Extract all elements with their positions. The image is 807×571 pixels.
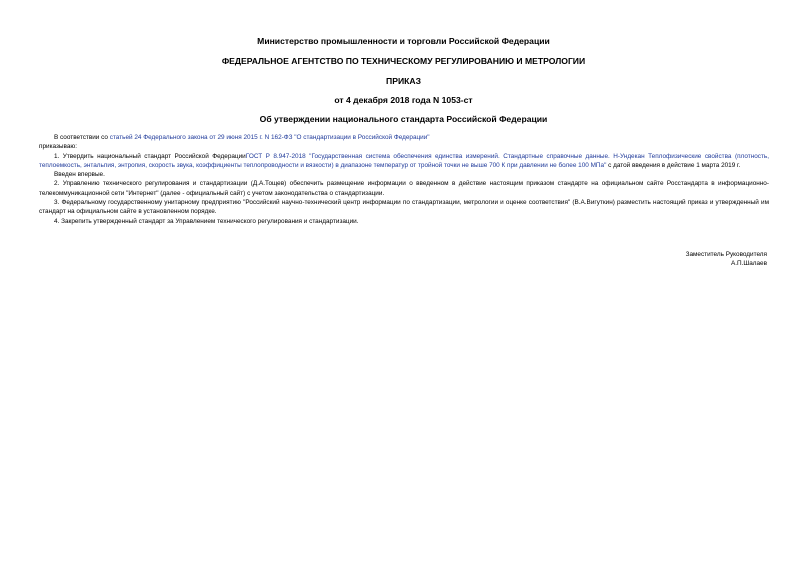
preamble-prefix: В соответствии со — [54, 134, 110, 141]
agency-heading: ФЕДЕРАЛЬНОЕ АГЕНТСТВО ПО ТЕХНИЧЕСКОМУ РЕГУЛИРОВАНИЮ И МЕТРОЛОГИИ — [221, 56, 586, 66]
law-link[interactable]: статьей 24 Федерального закона от 29 июня 2015 г. N 162-ФЗ "О стандартизации в Российской Федерации" — [109, 134, 430, 141]
item-4-paragraph: 4. Закрепить утвержденный стандарт за Управлением технического регулирования и стандартизации. — [54, 217, 359, 225]
item-2-paragraph: 2. Управлению технического регулирования и стандартизации (Д.А.Тощев) обеспечить размещение информации о введенном в действие настоящим приказом стандарте на официальном сайте Росстандарта в информационно-телекоммуникационной сети "Интернет" (далее - официальный сайт) с учетом законодательства о стандартизации. — [39, 180, 769, 197]
item-1-prefix: 1. Утвердить национальный стандарт Российской Федерации — [54, 152, 246, 160]
preamble-paragraph — [39, 133, 769, 142]
item-1-paragraph — [39, 152, 769, 171]
document-type: ПРИКАЗ — [386, 76, 421, 86]
document-body — [39, 133, 769, 226]
standard-link[interactable]: ГОСТ Р 8.947-2018 "Государственная система обеспечения единства измерений. Стандартные справочные данные. Н-Ундекан Теплофизические свойства (плотность, теплоемкость, энтальпия, энтропия, скорость звука, коэффициенты теплопроводности и вязкости) в диапазоне температур от тройной точки не выше 700 К при давлении не более 100 МПа" — [39, 152, 769, 169]
signatory-position: Заместитель Руководителя — [685, 251, 767, 258]
ministry-heading: Министерство промышленности и торговли Российской Федерации — [257, 36, 550, 46]
order-word: приказываю: — [39, 143, 77, 151]
signatory-name: А.П.Шалаев — [730, 260, 767, 268]
item-1-note: Введен впервые. — [54, 171, 105, 179]
item-3-paragraph: 3. Федеральному государственному унитарному предприятию "Российский научно-технический центр информации по стандартизации, метрологии и оценке соответствия" (В.А.Вигуткин) разместить настоящий приказ и утвержденный им стандарт на официальном сайте в установленном порядке. — [39, 199, 769, 216]
document-date-number: от 4 декабря 2018 года N 1053-ст — [334, 95, 473, 105]
document-subject: Об утверждении национального стандарта Российской Федерации — [259, 114, 548, 124]
item-1-suffix: с датой введения в действие 1 марта 2019 г. — [606, 161, 741, 169]
signature-block — [686, 250, 767, 269]
